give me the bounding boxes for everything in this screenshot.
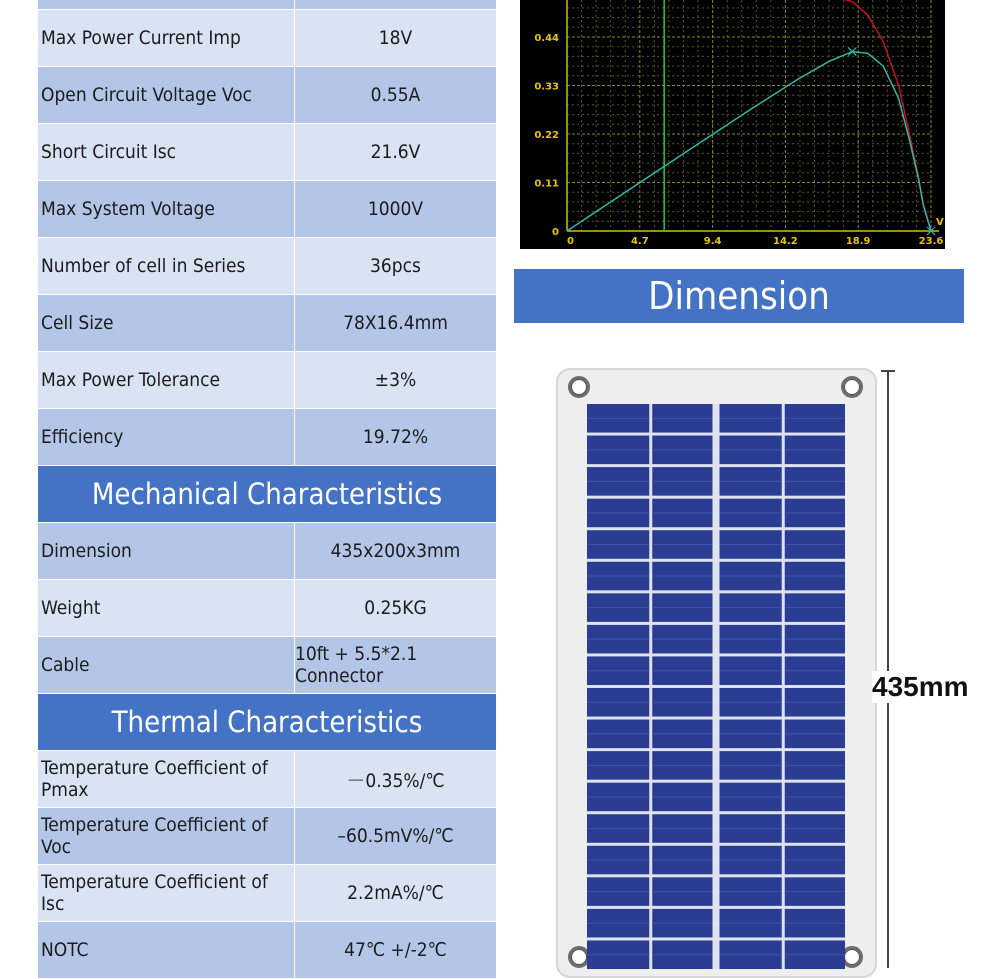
solar-cells xyxy=(587,404,845,969)
grommet-icon xyxy=(841,376,863,398)
spec-value: 0.55A xyxy=(295,67,496,123)
table-row-partial xyxy=(38,0,496,10)
table-row xyxy=(38,751,496,808)
spec-value: －0.35%/℃ xyxy=(295,751,496,807)
x-tick-label: 9.4 xyxy=(703,236,722,247)
thermal-rows xyxy=(38,751,496,979)
spec-value: 1000V xyxy=(295,181,496,237)
spec-value: 36pcs xyxy=(295,238,496,294)
spec-value: ±3% xyxy=(295,352,496,408)
spec-label: Temperature Coefficient of Voc xyxy=(38,808,295,864)
x-tick-label: 14.2 xyxy=(773,236,798,247)
spec-value: 78X16.4mm xyxy=(295,295,496,351)
y-tick-label: 0.33 xyxy=(534,81,559,93)
spec-value: 435x200x3mm xyxy=(295,523,496,579)
table-row xyxy=(38,124,496,181)
table-row xyxy=(38,10,496,67)
spec-label: NOTC xyxy=(38,922,295,978)
spec-value: 18V xyxy=(295,10,496,66)
spec-value: –60.5mV%/℃ xyxy=(295,808,496,864)
y-tick-label: 0 xyxy=(552,227,559,238)
spec-label: Cable xyxy=(38,637,295,693)
spec-value: 10ft + 5.5*2.1 Connector xyxy=(295,637,496,693)
table-row xyxy=(38,922,496,979)
table-row xyxy=(38,580,496,637)
height-dimension-line xyxy=(887,370,889,968)
x-tick-label: 4.7 xyxy=(630,236,649,247)
spec-label: Max System Voltage xyxy=(38,181,295,237)
table-row xyxy=(38,409,496,466)
spec-label: Open Circuit Voltage Voc xyxy=(38,67,295,123)
spec-label: Temperature Coefficient of Isc xyxy=(38,865,295,921)
spec-label: Max Power Tolerance xyxy=(38,352,295,408)
spec-value: 21.6V xyxy=(295,124,496,180)
spec-label: Efficiency xyxy=(38,409,295,465)
table-row xyxy=(38,295,496,352)
table-row xyxy=(38,67,496,124)
y-tick-label: 0.11 xyxy=(534,178,559,190)
spec-label: Max Power Current Imp xyxy=(38,10,295,66)
spec-label: Dimension xyxy=(38,523,295,579)
iv-curve-chart xyxy=(520,0,945,249)
table-row xyxy=(38,181,496,238)
series-line xyxy=(567,52,931,231)
spec-value: 2.2mA%/℃ xyxy=(295,865,496,921)
chart-svg xyxy=(520,0,945,249)
table-row xyxy=(38,637,496,694)
electrical-rows xyxy=(38,10,496,466)
y-tick-label: 0.44 xyxy=(534,33,559,44)
height-dimension-label: 435mm xyxy=(872,671,969,702)
spec-label: Number of cell in Series xyxy=(38,238,295,294)
x-tick-label: 0 xyxy=(567,236,574,247)
x-axis-label: V xyxy=(936,217,944,228)
spec-value: 0.25KG xyxy=(295,580,496,636)
solar-panel-image xyxy=(556,368,877,978)
table-row xyxy=(38,238,496,295)
grommet-icon xyxy=(568,376,590,398)
table-row xyxy=(38,523,496,580)
series-line xyxy=(567,0,931,231)
spec-label: Short Circuit Isc xyxy=(38,124,295,180)
spec-label: Cell Size xyxy=(38,295,295,351)
thermal-header: Thermal Characteristics xyxy=(38,694,496,751)
table-row xyxy=(38,865,496,922)
mechanical-header: Mechanical Characteristics xyxy=(38,466,496,523)
y-tick-label: 0.22 xyxy=(534,130,559,141)
table-row xyxy=(38,808,496,865)
spec-label: Weight xyxy=(38,580,295,636)
x-tick-label: 23.6 xyxy=(918,236,944,247)
spec-value: 47℃ +/-2℃ xyxy=(295,922,496,978)
height-dimension-cap xyxy=(881,370,895,372)
spec-value: 19.72% xyxy=(295,409,496,465)
spec-table xyxy=(38,0,496,979)
x-tick-label: 18.9 xyxy=(845,236,871,247)
mechanical-rows xyxy=(38,523,496,694)
spec-label: Temperature Coefficient of Pmax xyxy=(38,751,295,807)
dimension-header: Dimension xyxy=(514,269,964,323)
table-row xyxy=(38,352,496,409)
